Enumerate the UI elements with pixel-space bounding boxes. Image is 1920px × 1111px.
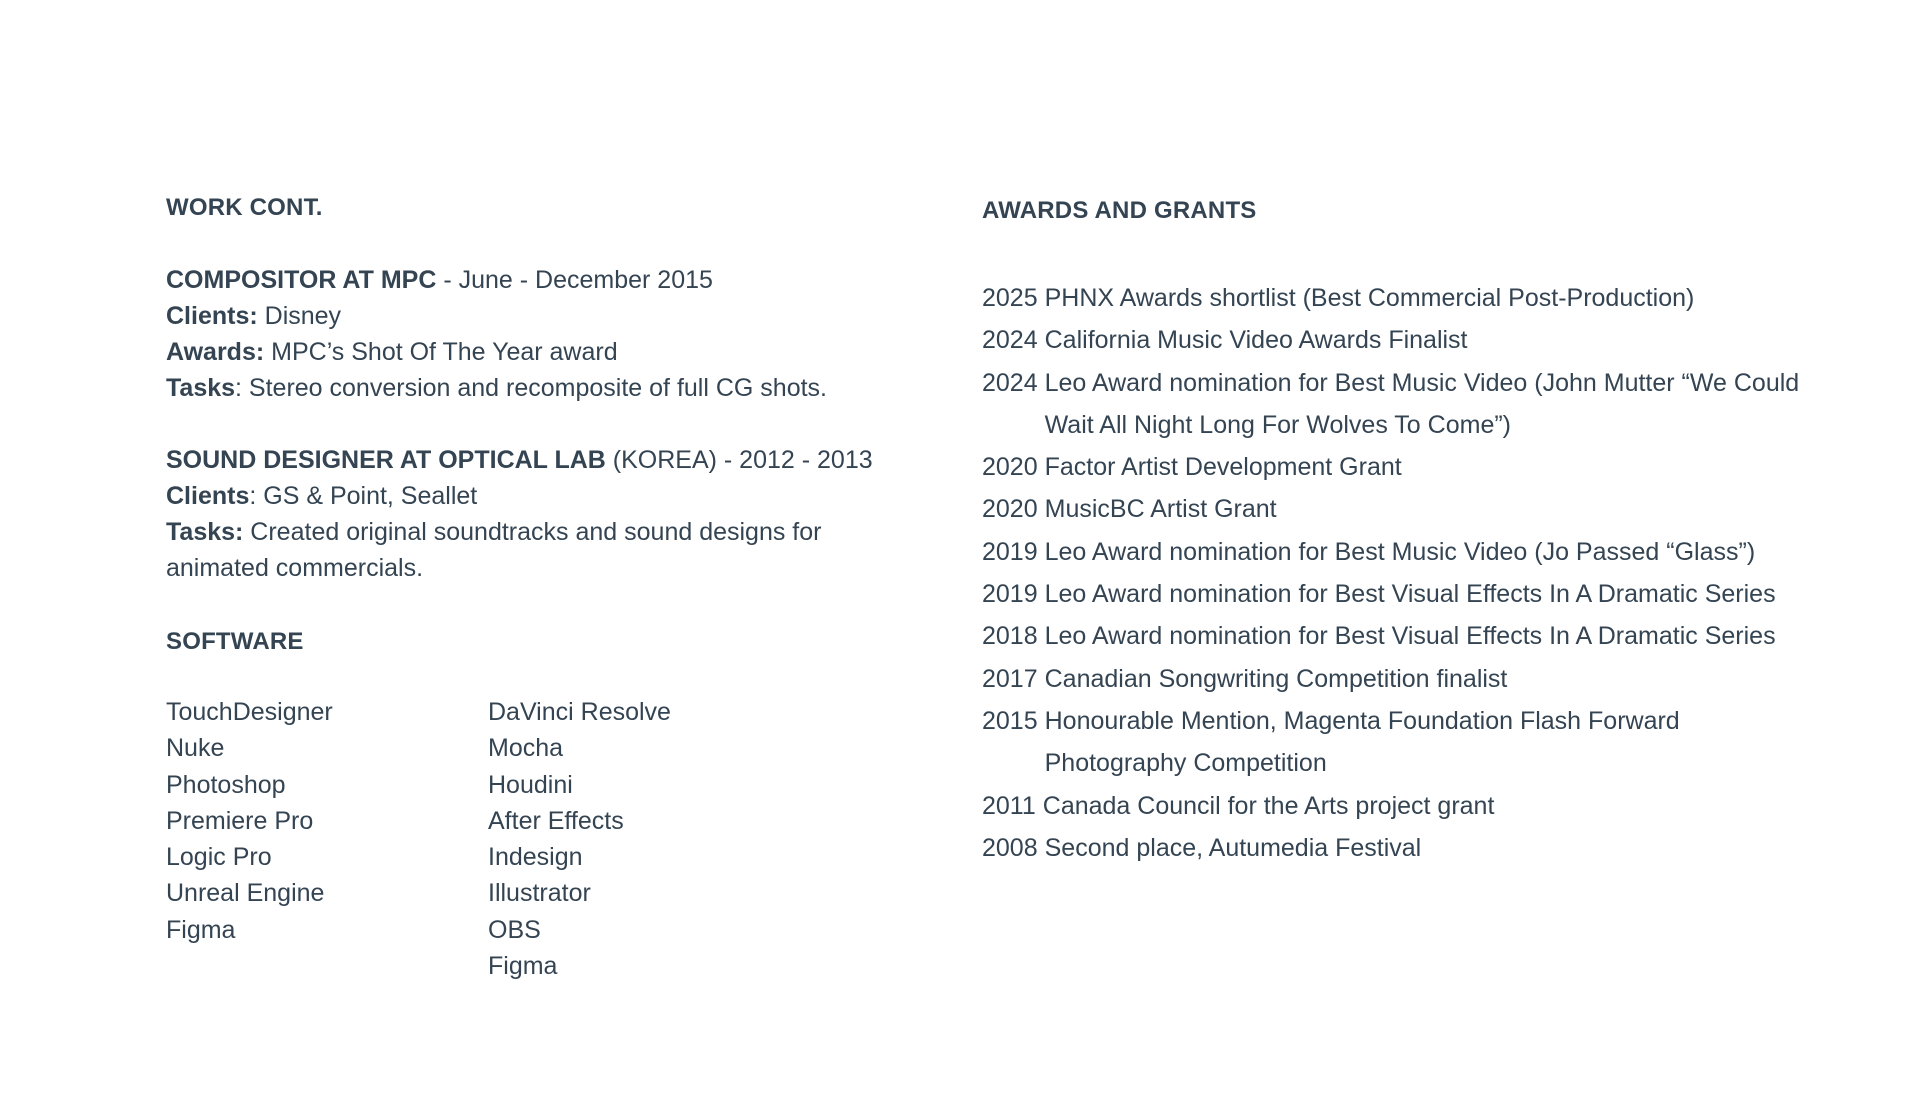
job-awards-line [166,334,926,370]
software-item: Nuke [166,734,225,763]
software-item: Unreal Engine [166,879,325,908]
job-entry-mpc [166,262,926,406]
job-dates: (KOREA) - 2012 - 2013 [605,446,873,474]
left-column [166,190,926,984]
job-title-line [166,262,926,298]
job-title-line [166,442,926,478]
software-item: Indesign [488,843,583,872]
awards-value: MPC’s Shot Of The Year award [264,338,618,366]
award-text: MusicBC Artist Grant [1044,495,1277,524]
clients-value: : GS & Point, Seallet [249,482,478,510]
job-entry-optical-lab [166,442,926,586]
award-year: 2025 [982,284,1038,312]
award-item [982,785,1882,827]
software-item: TouchDesigner [166,698,333,726]
award-year: 2015 [982,706,1038,735]
job-clients-line [166,478,926,514]
software-item: Houdini [488,770,573,799]
award-year: 2024 [982,326,1038,355]
software-item: Figma [166,915,236,944]
job-title: SOUND DESIGNER AT OPTICAL LAB [166,446,606,474]
award-text: Honourable Mention, Magenta Foundation Flash Forward Photography Competition [1044,706,1680,778]
award-item [982,615,1882,657]
award-year: 2018 [982,622,1038,651]
tasks-label: Tasks: [166,518,244,546]
award-year: 2011 [982,791,1036,820]
tasks-value: : Stereo conversion and recomposite of full CG shots. [235,374,827,402]
award-item [982,362,1882,447]
award-item [982,531,1882,573]
award-year: 2008 [982,833,1038,862]
job-dates: - June - December 2015 [436,266,713,294]
award-year: 2017 [982,664,1038,693]
award-year: 2019 [982,537,1038,566]
award-text: Factor Artist Development Grant [1044,453,1402,482]
clients-label: Clients: [166,302,258,330]
award-text: Leo Award nomination for Best Music Video (Jo Passed “Glass”) [1044,537,1756,566]
software-item: Logic Pro [166,843,272,872]
software-item: Mocha [488,734,564,763]
software-heading: SOFTWARE [166,628,304,655]
award-year: 2019 [982,580,1038,609]
award-item [982,277,1882,319]
awards-label: Awards: [166,338,265,366]
software-item: After Effects [488,806,624,835]
software-list [166,694,926,984]
award-item [982,319,1882,361]
job-tasks-line [166,370,926,406]
software-item: OBS [488,915,541,944]
award-text: Canadian Songwriting Competition finalist [1044,664,1508,693]
clients-label: Clients [166,482,250,510]
work-cont-heading: WORK CONT. [166,194,323,221]
software-item: Premiere Pro [166,806,314,835]
award-text: Second place, Autumedia Festival [1044,833,1422,862]
job-title: COMPOSITOR AT MPC [166,266,437,294]
job-clients-line [166,298,926,334]
software-item: Illustrator [488,879,591,908]
award-text: Leo Award nomination for Best Visual Effects In A Dramatic Series [1044,622,1776,651]
award-item [982,700,1882,785]
award-text: Leo Award nomination for Best Music Video (John Mutter “We Could Wait All Night Long For Wolves To Come”) [1044,368,1800,439]
software-column-1 [166,694,488,984]
tasks-label: Tasks [166,374,236,402]
award-item [982,658,1882,700]
awards-list [982,277,1882,869]
award-item [982,446,1882,488]
award-year: 2020 [982,495,1038,524]
clients-value: Disney [257,302,342,330]
job-tasks-line [166,514,886,586]
award-item [982,488,1882,530]
software-column-2 [488,694,671,984]
award-year: 2020 [982,453,1038,482]
award-text: Canada Council for the Arts project grant [1042,791,1495,820]
award-text: PHNX Awards shortlist (Best Commercial Post-Production) [1044,284,1695,312]
award-year: 2024 [982,368,1038,397]
award-item [982,573,1882,615]
awards-heading: AWARDS AND GRANTS [982,197,1257,224]
software-item: DaVinci Resolve [488,698,671,726]
right-column [982,193,1882,869]
award-text: Leo Award nomination for Best Visual Effects In A Dramatic Series [1044,580,1776,609]
tasks-value: Created original soundtracks and sound designs for animated commercials. [166,518,822,582]
software-item: Figma [488,952,558,981]
award-item [982,827,1882,869]
software-item: Photoshop [166,770,286,799]
award-text: California Music Video Awards Finalist [1044,326,1468,355]
